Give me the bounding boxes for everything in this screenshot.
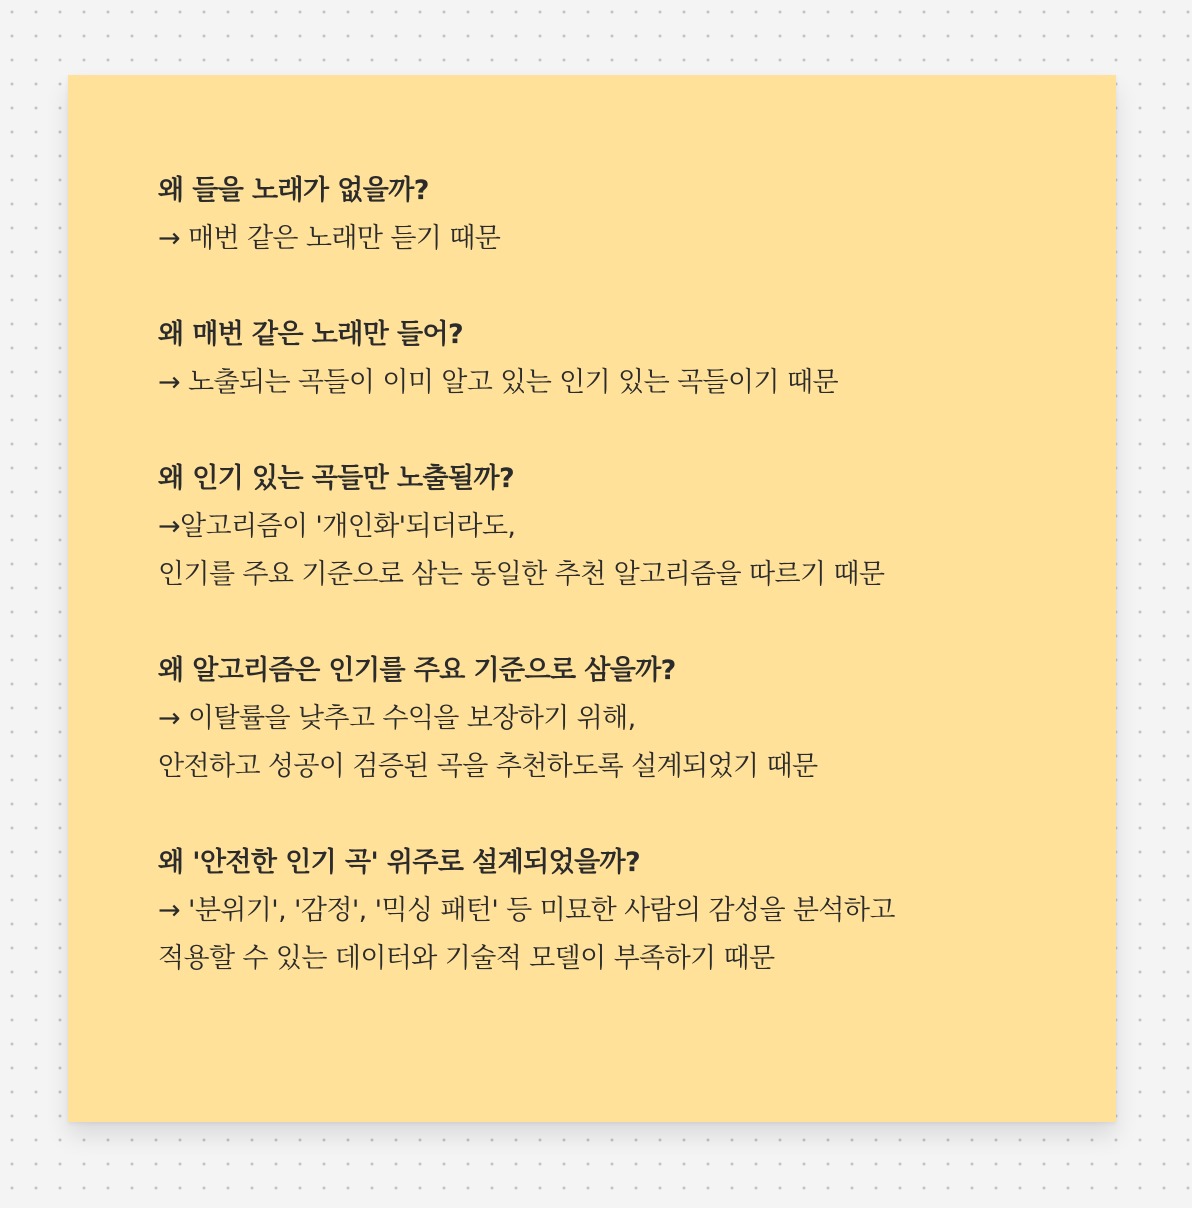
question-text: 왜 매번 같은 노래만 들어?	[158, 319, 464, 350]
answer-text-continued: 안전하고 성공이 검증된 곡을 추천하도록 설계되었기 때문	[158, 751, 818, 782]
qa-block-2	[158, 311, 1116, 407]
qa-block-3	[158, 455, 1116, 599]
question-text: 왜 '안전한 인기 곡' 위주로 설계되었을까?	[158, 847, 641, 878]
answer-text: → 이탈률을 낮추고 수익을 보장하기 위해,	[158, 703, 636, 734]
question-text: 왜 알고리즘은 인기를 주요 기준으로 삼을까?	[158, 655, 676, 686]
qa-block-4	[158, 647, 1116, 791]
answer-text-continued: 인기를 주요 기준으로 삼는 동일한 추천 알고리즘을 따르기 때문	[158, 559, 885, 590]
answer-text: → 매번 같은 노래만 듣기 때문	[158, 223, 501, 254]
question-text: 왜 인기 있는 곡들만 노출될까?	[158, 463, 515, 494]
question-text: 왜 들을 노래가 없을까?	[158, 175, 429, 206]
qa-block-1	[158, 167, 1116, 263]
answer-text: →알고리즘이 '개인화'되더라도,	[158, 511, 516, 542]
answer-text: → 노출되는 곡들이 이미 알고 있는 인기 있는 곡들이기 때문	[158, 367, 838, 398]
sticky-note[interactable]	[68, 75, 1116, 1122]
qa-block-5	[158, 839, 1116, 983]
answer-text: → '분위기', '감정', '믹싱 패턴' 등 미묘한 사람의 감성을 분석하고	[158, 895, 895, 926]
answer-text-continued: 적용할 수 있는 데이터와 기술적 모델이 부족하기 때문	[158, 943, 775, 974]
